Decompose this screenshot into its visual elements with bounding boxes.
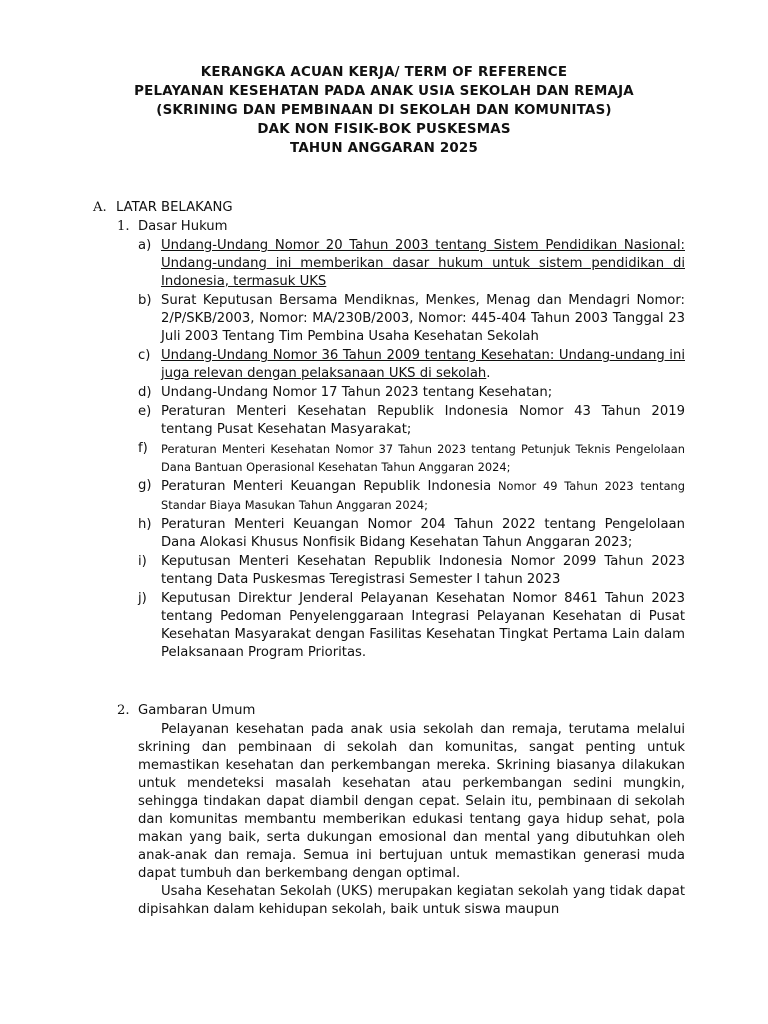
list-item — [138, 384, 685, 402]
title-line-3: (SKRINING DAN PEMBINAAN DI SEKOLAH DAN KOMUNITAS) — [156, 103, 612, 118]
title-line-4: DAK NON FISIK-BOK PUSKESMAS — [257, 122, 511, 137]
list-item — [138, 553, 685, 589]
subsection-1-number: 1. — [117, 219, 130, 234]
document-title-block — [0, 63, 768, 158]
list-item-suffix: . — [486, 366, 491, 381]
list-item-label: i) — [138, 554, 147, 569]
list-item-label: j) — [138, 591, 147, 606]
overview-paragraph-1: Pelayanan kesehatan pada anak usia sekolah dan remaja, terutama melalui skrining dan pembinaan di sekolah dan komunitas, sangat penting untuk memastikan kesehatan dan perkembangan mereka. Skrining biasanya dilakukan untuk mendeteksi masalah kesehatan atau perkembangan sedini mungkin, sehingga tindakan dapat diambil dengan cepat. Selain itu, pembinaan di sekolah dan komunitas membantu memberikan edukasi tentang gaya hidup sehat, pola makan yang baik, serta dukungan emosional dan mental yang dibutuhkan oleh anak-anak dan remaja. Semua ini bertujuan untuk memastikan generasi muda dapat tumbuh dan berkembang dengan optimal. — [138, 722, 685, 881]
list-item-text-small: Nomor 49 Tahun 2023 tentang Standar Biaya Masukan Tahun Anggaran 2024; — [161, 479, 685, 512]
list-item — [138, 237, 685, 291]
list-item-text: Surat Keputusan Bersama Mendiknas, Menkes, Menag dan Mendagri Nomor: 2/P/SKB/2003, Nomor: MA/230B/2003, Nomor: 445-404 Tahun 2003 Tanggal 23 Juli 2003 Tentang Tim Pembina Usaha Kesehatan Sekolah — [161, 293, 685, 344]
list-item-label: e) — [138, 404, 152, 419]
list-item — [138, 292, 685, 346]
list-item-label: h) — [138, 517, 152, 532]
title-line-2: PELAYANAN KESEHATAN PADA ANAK USIA SEKOLAH DAN REMAJA — [134, 84, 634, 99]
list-item-text: Keputusan Menteri Kesehatan Republik Indonesia Nomor 2099 Tahun 2023 tentang Data Puskesmas Teregistrasi Semester I tahun 2023 — [161, 554, 685, 587]
list-item-label: g) — [138, 478, 152, 493]
list-item-text: Peraturan Menteri Kesehatan Nomor 37 Tahun 2023 tentang Petunjuk Teknis Pengelolaan Dana Bantuan Operasional Kesehatan Tahun Anggaran 2024; — [161, 442, 685, 474]
list-item — [138, 403, 685, 439]
list-item-label: a) — [138, 238, 152, 253]
overview-body — [138, 721, 685, 919]
list-item-text: Undang-Undang Nomor 20 Tahun 2003 tentang Sistem Pendidikan Nasional: Undang-undang ini memberikan dasar hukum untuk sistem pendidikan di Indonesia, termasuk UKS — [161, 238, 685, 289]
subsection-1-title: Dasar Hukum — [138, 219, 228, 234]
list-item-text-wrap — [161, 347, 685, 383]
list-item — [138, 516, 685, 552]
list-item-label: d) — [138, 385, 152, 400]
list-item-text: Undang-Undang Nomor 17 Tahun 2023 tentang Kesehatan; — [161, 385, 553, 400]
subsection-2-number: 2. — [117, 703, 130, 718]
section-title: LATAR BELAKANG — [116, 200, 233, 215]
list-item — [138, 477, 685, 515]
list-item — [138, 440, 685, 476]
list-item-label: b) — [138, 293, 152, 308]
overview-paragraph-2: Usaha Kesehatan Sekolah (UKS) merupakan kegiatan sekolah yang tidak dapat dipisahkan dalam kehidupan sekolah, baik untuk siswa maupun — [138, 884, 685, 917]
list-item — [138, 590, 685, 662]
list-item — [138, 347, 685, 383]
section-letter: A. — [93, 200, 107, 215]
title-line-1: KERANGKA ACUAN KERJA/ TERM OF REFERENCE — [200, 65, 568, 80]
list-item-label: c) — [138, 348, 151, 363]
list-item-text: Peraturan Menteri Kesehatan Republik Indonesia Nomor 43 Tahun 2019 tentang Pusat Kesehatan Masyarakat; — [161, 404, 685, 437]
title-line-5: TAHUN ANGGARAN 2025 — [290, 141, 478, 156]
list-item-label: f) — [138, 441, 148, 456]
list-item-text: Keputusan Direktur Jenderal Pelayanan Kesehatan Nomor 8461 Tahun 2023 tentang Pedoman Penyelenggaraan Integrasi Pelayanan Kesehatan di Pusat Kesehatan Masyarakat dengan Fasilitas Kesehatan Tingkat Pertama Lain dalam Pelaksanaan Program Prioritas. — [161, 591, 685, 660]
subsection-2-title: Gambaran Umum — [138, 703, 256, 718]
legal-basis-list — [138, 237, 685, 663]
list-item-text: Peraturan Menteri Keuangan Republik Indonesia — [161, 479, 492, 494]
list-item-text-wrap — [161, 477, 685, 515]
list-item-text: Peraturan Menteri Keuangan Nomor 204 Tahun 2022 tentang Pengelolaan Dana Alokasi Khusus Nonfisik Bidang Kesehatan Tahun Anggaran 2023; — [161, 517, 685, 550]
list-item-text: Undang-Undang Nomor 36 Tahun 2009 tentang Kesehatan: Undang-undang ini juga relevan dengan pelaksanaan UKS di sekolah — [161, 348, 685, 381]
